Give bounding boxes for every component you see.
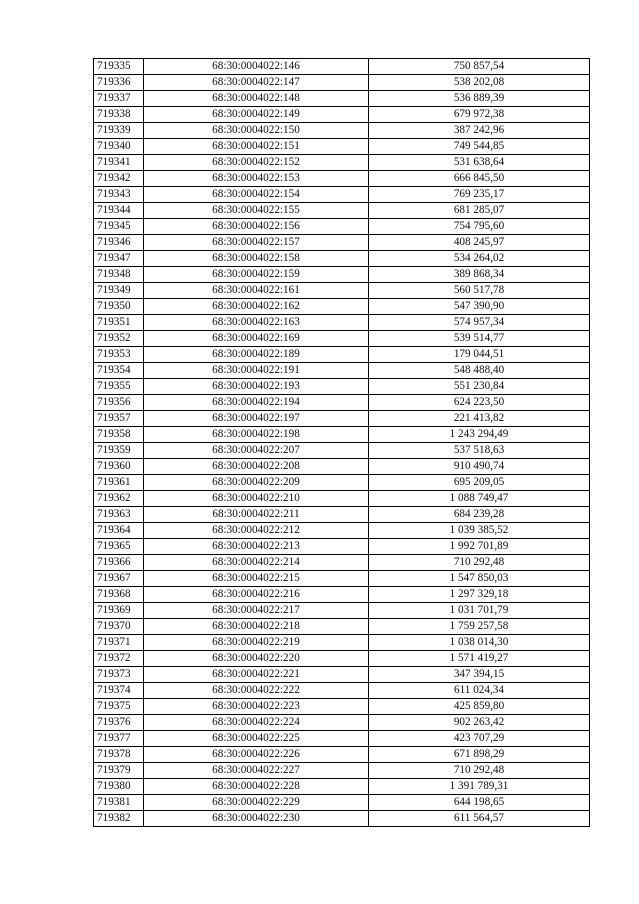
table-row bbox=[94, 619, 590, 635]
cadastral-number-cell: 68:30:0004022:158 bbox=[144, 251, 369, 267]
cadastral-value-cell: 644 198,65 bbox=[369, 795, 590, 811]
table-row bbox=[94, 795, 590, 811]
cadastral-number-cell: 68:30:0004022:189 bbox=[144, 347, 369, 363]
cadastral-value-cell: 902 263,42 bbox=[369, 715, 590, 731]
cadastral-number-cell: 68:30:0004022:208 bbox=[144, 459, 369, 475]
cadastral-value-cell: 710 292,48 bbox=[369, 555, 590, 571]
row-number-cell: 719357 bbox=[94, 411, 144, 427]
table-row bbox=[94, 731, 590, 747]
cadastral-value-cell: 538 202,08 bbox=[369, 75, 590, 91]
row-number-cell: 719366 bbox=[94, 555, 144, 571]
cadastral-value-cell: 534 264,02 bbox=[369, 251, 590, 267]
cadastral-number-cell: 68:30:0004022:221 bbox=[144, 667, 369, 683]
cadastral-value-cell: 221 413,82 bbox=[369, 411, 590, 427]
cadastral-value-cell: 611 564,57 bbox=[369, 811, 590, 827]
cadastral-value-cell: 1 391 789,31 bbox=[369, 779, 590, 795]
cadastral-value-cell: 1 031 701,79 bbox=[369, 603, 590, 619]
row-number-cell: 719341 bbox=[94, 155, 144, 171]
table-body bbox=[94, 59, 590, 827]
cadastral-number-cell: 68:30:0004022:216 bbox=[144, 587, 369, 603]
table-row bbox=[94, 379, 590, 395]
cadastral-value-cell: 624 223,50 bbox=[369, 395, 590, 411]
cadastral-value-cell: 551 230,84 bbox=[369, 379, 590, 395]
cadastral-number-cell: 68:30:0004022:215 bbox=[144, 571, 369, 587]
cadastral-value-cell: 548 488,40 bbox=[369, 363, 590, 379]
cadastral-value-cell: 750 857,54 bbox=[369, 59, 590, 75]
cadastral-number-cell: 68:30:0004022:151 bbox=[144, 139, 369, 155]
row-number-cell: 719348 bbox=[94, 267, 144, 283]
row-number-cell: 719362 bbox=[94, 491, 144, 507]
table-row bbox=[94, 715, 590, 731]
row-number-cell: 719345 bbox=[94, 219, 144, 235]
cadastral-number-cell: 68:30:0004022:193 bbox=[144, 379, 369, 395]
cadastral-value-cell: 684 239,28 bbox=[369, 507, 590, 523]
row-number-cell: 719353 bbox=[94, 347, 144, 363]
cadastral-number-cell: 68:30:0004022:227 bbox=[144, 763, 369, 779]
cadastral-number-cell: 68:30:0004022:197 bbox=[144, 411, 369, 427]
cadastral-value-cell: 387 242,96 bbox=[369, 123, 590, 139]
cadastral-value-cell: 408 245,97 bbox=[369, 235, 590, 251]
table-row bbox=[94, 363, 590, 379]
row-number-cell: 719363 bbox=[94, 507, 144, 523]
row-number-cell: 719351 bbox=[94, 315, 144, 331]
row-number-cell: 719340 bbox=[94, 139, 144, 155]
cadastral-number-cell: 68:30:0004022:222 bbox=[144, 683, 369, 699]
cadastral-value-cell: 611 024,34 bbox=[369, 683, 590, 699]
table-row bbox=[94, 443, 590, 459]
cadastral-number-cell: 68:30:0004022:191 bbox=[144, 363, 369, 379]
cadastral-value-cell: 710 292,48 bbox=[369, 763, 590, 779]
row-number-cell: 719375 bbox=[94, 699, 144, 715]
table-row bbox=[94, 699, 590, 715]
table-row bbox=[94, 395, 590, 411]
row-number-cell: 719380 bbox=[94, 779, 144, 795]
cadastral-number-cell: 68:30:0004022:226 bbox=[144, 747, 369, 763]
row-number-cell: 719358 bbox=[94, 427, 144, 443]
cadastral-value-cell: 1 039 385,52 bbox=[369, 523, 590, 539]
row-number-cell: 719352 bbox=[94, 331, 144, 347]
table-row bbox=[94, 427, 590, 443]
table-row bbox=[94, 347, 590, 363]
row-number-cell: 719376 bbox=[94, 715, 144, 731]
row-number-cell: 719374 bbox=[94, 683, 144, 699]
cadastral-number-cell: 68:30:0004022:230 bbox=[144, 811, 369, 827]
table-row bbox=[94, 587, 590, 603]
row-number-cell: 719339 bbox=[94, 123, 144, 139]
cadastral-number-cell: 68:30:0004022:156 bbox=[144, 219, 369, 235]
table-row bbox=[94, 171, 590, 187]
cadastral-value-cell: 681 285,07 bbox=[369, 203, 590, 219]
table-row bbox=[94, 539, 590, 555]
table-row bbox=[94, 475, 590, 491]
table-row bbox=[94, 651, 590, 667]
row-number-cell: 719347 bbox=[94, 251, 144, 267]
cadastral-number-cell: 68:30:0004022:153 bbox=[144, 171, 369, 187]
table-row bbox=[94, 331, 590, 347]
cadastral-number-cell: 68:30:0004022:219 bbox=[144, 635, 369, 651]
cadastral-number-cell: 68:30:0004022:209 bbox=[144, 475, 369, 491]
row-number-cell: 719373 bbox=[94, 667, 144, 683]
cadastral-number-cell: 68:30:0004022:169 bbox=[144, 331, 369, 347]
cadastral-value-cell: 547 390,90 bbox=[369, 299, 590, 315]
cadastral-number-cell: 68:30:0004022:163 bbox=[144, 315, 369, 331]
cadastral-number-cell: 68:30:0004022:228 bbox=[144, 779, 369, 795]
table-row bbox=[94, 203, 590, 219]
cadastral-value-cell: 1 038 014,30 bbox=[369, 635, 590, 651]
table-row bbox=[94, 811, 590, 827]
cadastral-number-cell: 68:30:0004022:212 bbox=[144, 523, 369, 539]
cadastral-value-cell: 531 638,64 bbox=[369, 155, 590, 171]
table-row bbox=[94, 763, 590, 779]
table-row bbox=[94, 683, 590, 699]
table-row bbox=[94, 235, 590, 251]
cadastral-number-cell: 68:30:0004022:157 bbox=[144, 235, 369, 251]
row-number-cell: 719379 bbox=[94, 763, 144, 779]
table-row bbox=[94, 75, 590, 91]
row-number-cell: 719372 bbox=[94, 651, 144, 667]
table-row bbox=[94, 123, 590, 139]
table-row bbox=[94, 411, 590, 427]
row-number-cell: 719368 bbox=[94, 587, 144, 603]
cadastral-number-cell: 68:30:0004022:210 bbox=[144, 491, 369, 507]
cadastral-value-cell: 1 759 257,58 bbox=[369, 619, 590, 635]
table-row bbox=[94, 747, 590, 763]
table-row bbox=[94, 603, 590, 619]
cadastral-value-cell: 389 868,34 bbox=[369, 267, 590, 283]
cadastral-value-cell: 179 044,51 bbox=[369, 347, 590, 363]
row-number-cell: 719343 bbox=[94, 187, 144, 203]
cadastral-number-cell: 68:30:0004022:154 bbox=[144, 187, 369, 203]
row-number-cell: 719337 bbox=[94, 91, 144, 107]
table-row bbox=[94, 523, 590, 539]
table-row bbox=[94, 667, 590, 683]
cadastral-number-cell: 68:30:0004022:223 bbox=[144, 699, 369, 715]
row-number-cell: 719356 bbox=[94, 395, 144, 411]
cadastral-number-cell: 68:30:0004022:207 bbox=[144, 443, 369, 459]
cadastral-number-cell: 68:30:0004022:225 bbox=[144, 731, 369, 747]
table-row bbox=[94, 251, 590, 267]
cadastral-value-cell: 1 992 701,89 bbox=[369, 539, 590, 555]
table-row bbox=[94, 315, 590, 331]
cadastral-number-cell: 68:30:0004022:148 bbox=[144, 91, 369, 107]
table-row bbox=[94, 59, 590, 75]
cadastral-value-table bbox=[93, 58, 590, 827]
cadastral-value-cell: 537 518,63 bbox=[369, 443, 590, 459]
row-number-cell: 719371 bbox=[94, 635, 144, 651]
cadastral-value-cell: 754 795,60 bbox=[369, 219, 590, 235]
table-row bbox=[94, 555, 590, 571]
row-number-cell: 719370 bbox=[94, 619, 144, 635]
table-row bbox=[94, 507, 590, 523]
cadastral-number-cell: 68:30:0004022:218 bbox=[144, 619, 369, 635]
row-number-cell: 719355 bbox=[94, 379, 144, 395]
table-row bbox=[94, 299, 590, 315]
table-row bbox=[94, 635, 590, 651]
row-number-cell: 719369 bbox=[94, 603, 144, 619]
row-number-cell: 719367 bbox=[94, 571, 144, 587]
cadastral-value-cell: 560 517,78 bbox=[369, 283, 590, 299]
cadastral-number-cell: 68:30:0004022:159 bbox=[144, 267, 369, 283]
cadastral-number-cell: 68:30:0004022:213 bbox=[144, 539, 369, 555]
cadastral-number-cell: 68:30:0004022:211 bbox=[144, 507, 369, 523]
table-row bbox=[94, 155, 590, 171]
cadastral-value-cell: 671 898,29 bbox=[369, 747, 590, 763]
row-number-cell: 719349 bbox=[94, 283, 144, 299]
row-number-cell: 719336 bbox=[94, 75, 144, 91]
table-row bbox=[94, 283, 590, 299]
cadastral-number-cell: 68:30:0004022:224 bbox=[144, 715, 369, 731]
table-row bbox=[94, 187, 590, 203]
cadastral-number-cell: 68:30:0004022:146 bbox=[144, 59, 369, 75]
row-number-cell: 719364 bbox=[94, 523, 144, 539]
table-row bbox=[94, 107, 590, 123]
table-row bbox=[94, 219, 590, 235]
row-number-cell: 719338 bbox=[94, 107, 144, 123]
cadastral-value-cell: 666 845,50 bbox=[369, 171, 590, 187]
table-row bbox=[94, 491, 590, 507]
table-row bbox=[94, 571, 590, 587]
row-number-cell: 719335 bbox=[94, 59, 144, 75]
cadastral-value-cell: 749 544,85 bbox=[369, 139, 590, 155]
cadastral-value-cell: 1 547 850,03 bbox=[369, 571, 590, 587]
cadastral-number-cell: 68:30:0004022:152 bbox=[144, 155, 369, 171]
cadastral-value-cell: 425 859,80 bbox=[369, 699, 590, 715]
cadastral-value-cell: 539 514,77 bbox=[369, 331, 590, 347]
cadastral-number-cell: 68:30:0004022:214 bbox=[144, 555, 369, 571]
row-number-cell: 719346 bbox=[94, 235, 144, 251]
cadastral-number-cell: 68:30:0004022:229 bbox=[144, 795, 369, 811]
table-row bbox=[94, 779, 590, 795]
row-number-cell: 719365 bbox=[94, 539, 144, 555]
table-row bbox=[94, 139, 590, 155]
row-number-cell: 719361 bbox=[94, 475, 144, 491]
cadastral-number-cell: 68:30:0004022:147 bbox=[144, 75, 369, 91]
cadastral-value-cell: 536 889,39 bbox=[369, 91, 590, 107]
row-number-cell: 719381 bbox=[94, 795, 144, 811]
cadastral-value-cell: 347 394,15 bbox=[369, 667, 590, 683]
table-row bbox=[94, 91, 590, 107]
cadastral-number-cell: 68:30:0004022:149 bbox=[144, 107, 369, 123]
cadastral-number-cell: 68:30:0004022:194 bbox=[144, 395, 369, 411]
cadastral-value-cell: 1 088 749,47 bbox=[369, 491, 590, 507]
cadastral-value-cell: 695 209,05 bbox=[369, 475, 590, 491]
cadastral-number-cell: 68:30:0004022:155 bbox=[144, 203, 369, 219]
cadastral-value-cell: 1 243 294,49 bbox=[369, 427, 590, 443]
row-number-cell: 719378 bbox=[94, 747, 144, 763]
cadastral-value-cell: 574 957,34 bbox=[369, 315, 590, 331]
cadastral-value-cell: 769 235,17 bbox=[369, 187, 590, 203]
cadastral-number-cell: 68:30:0004022:198 bbox=[144, 427, 369, 443]
cadastral-number-cell: 68:30:0004022:220 bbox=[144, 651, 369, 667]
cadastral-number-cell: 68:30:0004022:162 bbox=[144, 299, 369, 315]
cadastral-value-cell: 910 490,74 bbox=[369, 459, 590, 475]
row-number-cell: 719382 bbox=[94, 811, 144, 827]
cadastral-value-cell: 1 571 419,27 bbox=[369, 651, 590, 667]
cadastral-value-cell: 1 297 329,18 bbox=[369, 587, 590, 603]
table-row bbox=[94, 267, 590, 283]
row-number-cell: 719359 bbox=[94, 443, 144, 459]
cadastral-value-cell: 679 972,38 bbox=[369, 107, 590, 123]
row-number-cell: 719350 bbox=[94, 299, 144, 315]
row-number-cell: 719344 bbox=[94, 203, 144, 219]
cadastral-number-cell: 68:30:0004022:161 bbox=[144, 283, 369, 299]
cadastral-value-cell: 423 707,29 bbox=[369, 731, 590, 747]
row-number-cell: 719377 bbox=[94, 731, 144, 747]
row-number-cell: 719360 bbox=[94, 459, 144, 475]
row-number-cell: 719354 bbox=[94, 363, 144, 379]
row-number-cell: 719342 bbox=[94, 171, 144, 187]
cadastral-number-cell: 68:30:0004022:150 bbox=[144, 123, 369, 139]
cadastral-number-cell: 68:30:0004022:217 bbox=[144, 603, 369, 619]
table-row bbox=[94, 459, 590, 475]
